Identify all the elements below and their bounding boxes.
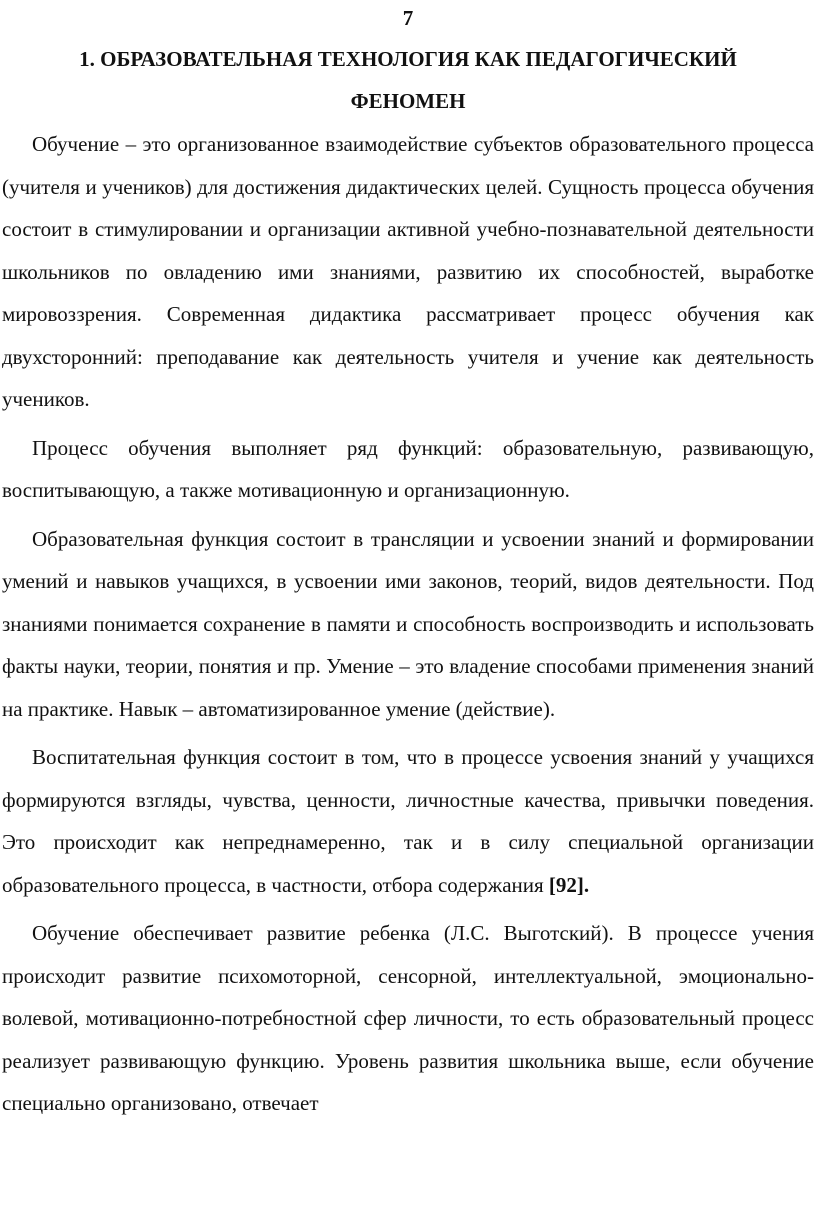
body-text (2, 123, 814, 1131)
paragraph-educational-function: Образовательная функция состоит в трансляции и усвоении знаний и формировании умений и навыков учащихся, в усвоении ими законов, теорий, видов деятельности. Под знаниями понимается сохранение в памяти и способность воспроизводить и использовать факты науки, теории, понятия и пр. Умение – это владение способами применения знаний на практике. Навык – автоматизированное умение (действие). (2, 526, 814, 721)
heading-line-2: ФЕНОМЕН (350, 89, 466, 113)
paragraph-upbringing-text: Воспитательная функция состоит в том, что в процессе усвоения знаний у учащихся формируются взгляды, чувства, ценности, личностные качества, привычки поведения. Это происходит как непреднамеренно, так и в силу специальной организации образовательного процесса, в частности, отбора содержания (2, 745, 814, 897)
paragraph-developmental-function: Обучение обеспечивает развитие ребенка (Л.С. Выготский). В процессе учения происходит развитие психомоторной, сенсорной, интеллектуальной, эмоционально-волевой, мотивационно-потребностной сфер личности, то есть образовательный процесс реализует развивающую функцию. Уровень развития школьника выше, если обучение специально организовано, отвечает (2, 921, 814, 1115)
paragraph-definition: Обучение – это организованное взаимодействие субъектов образовательного процесса (учителя и учеников) для достижения дидактических целей. Сущность процесса обучения состоит в стимулировании и организации активной учебно-познавательной деятельности школьников по овладению ими знаниями, развитию их способностей, выработке мировоззрения. Современная дидактика рассматривает процесс обучения как двухсторонний: преподавание как деятельность учителя и учение как деятельность учеников. (2, 132, 814, 411)
paragraph-upbringing-function (2, 736, 814, 906)
section-heading (0, 38, 816, 122)
heading-line-1: 1. ОБРАЗОВАТЕЛЬНАЯ ТЕХНОЛОГИЯ КАК ПЕДАГОГИЧЕСКИЙ (79, 47, 737, 71)
paragraph-functions: Процесс обучения выполняет ряд функций: образовательную, развивающую, воспитывающую, а также мотивационную и организационную. (2, 435, 814, 502)
citation-reference: [92]. (548, 872, 590, 897)
page-number: 7 (402, 6, 414, 30)
